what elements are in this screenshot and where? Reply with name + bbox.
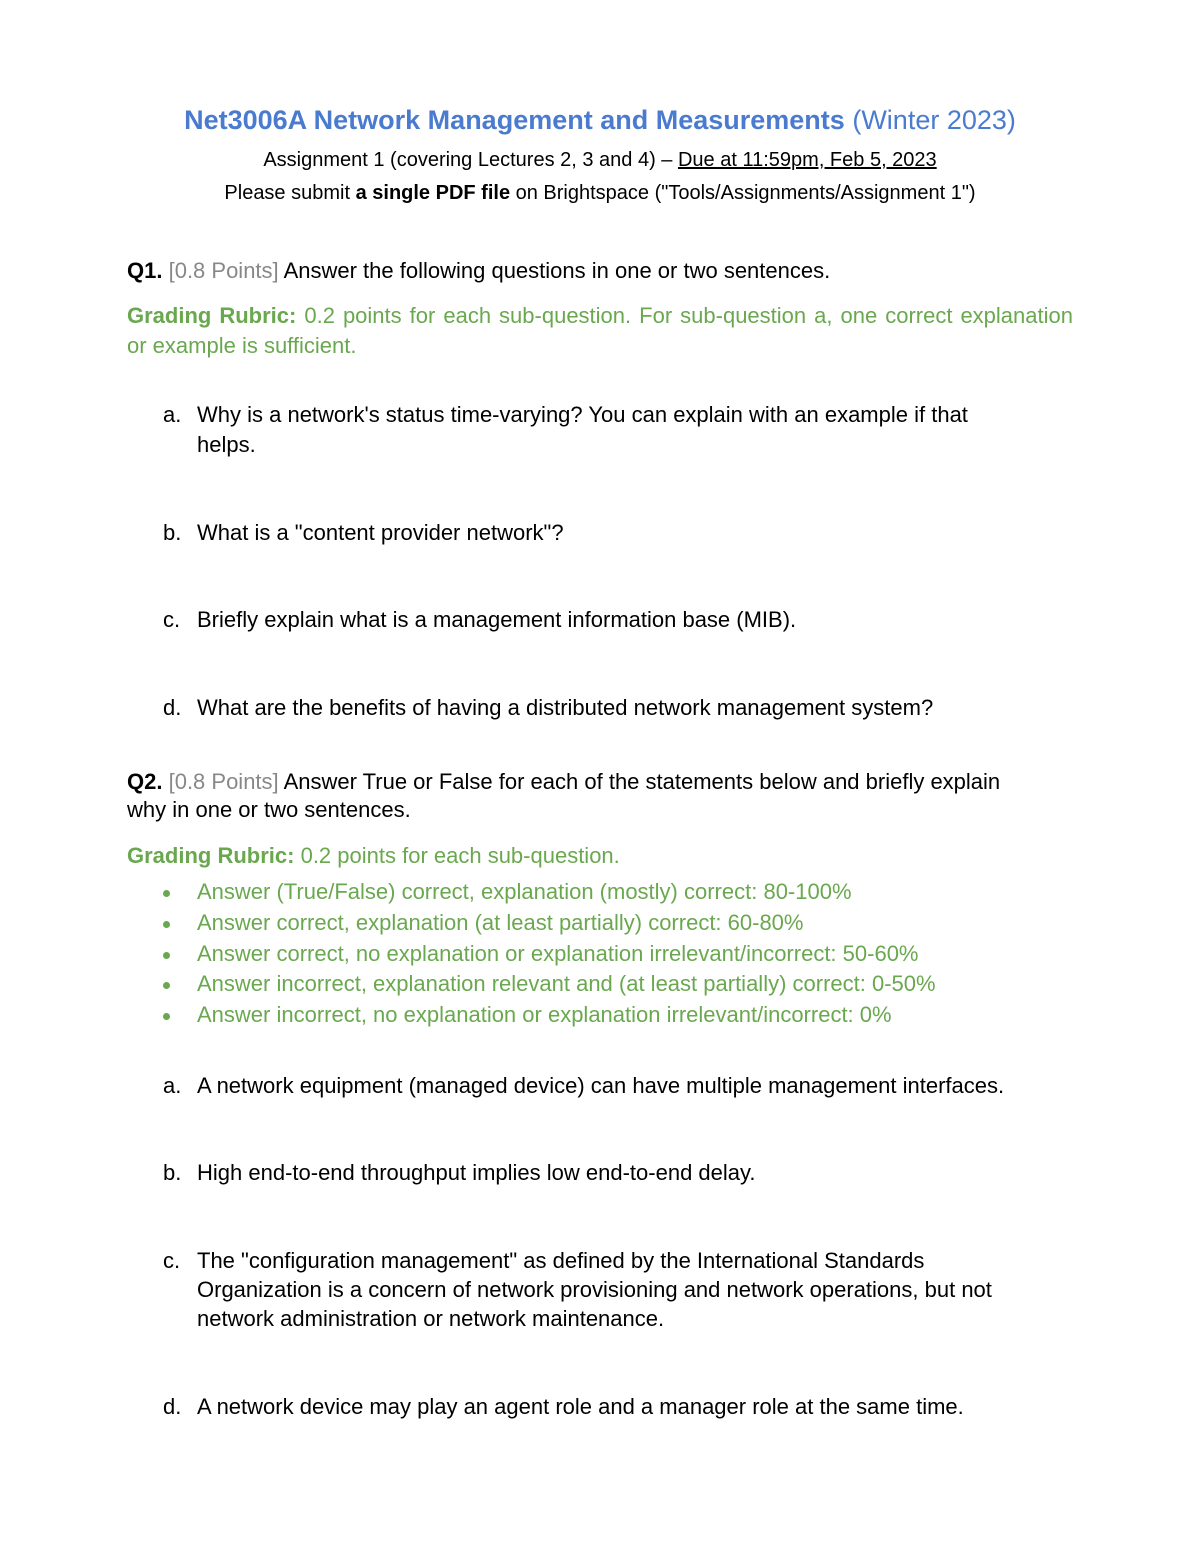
term: (Winter 2023) [852,105,1016,135]
q2-item-d-text: A network device may play an agent role and a manager role at the same time. [197,1394,964,1419]
q2-item-c-line2: Organization is a concern of network provisioning and network operations, but not [197,1277,992,1302]
due-date: Due at 11:59pm, Feb 5, 2023 [677,149,937,171]
q1-label: Q1. [127,258,163,283]
q1-item-b-letter: b. [163,520,182,545]
q2-item-b-letter: b. [163,1160,182,1185]
submit-prefix: Please submit [224,182,356,204]
q2-rubric-label: Grading Rubric: [127,843,295,868]
submit-format: a single PDF file [355,182,511,204]
bullet-dot [163,910,177,933]
q1-rubric-text: 0.2 points for each sub-question. For sub-question a, one correct explanation or example is sufficient. [127,303,1073,358]
q2-prompt-line2: why in one or two sentences. [127,797,411,822]
q2-heading [127,769,1000,795]
q1-item-b-text: What is a "content provider network"? [197,520,564,545]
q1-rubric-label: Grading Rubric: [127,303,297,328]
q2-item-d-letter: d. [163,1394,182,1419]
q1-heading [127,258,830,284]
q1-item-a-line2: helps. [197,432,256,457]
q2-points: [0.8 Points] [168,769,279,794]
q2-rubric [127,843,620,869]
rubric-bullet: Answer incorrect, explanation relevant and (at least partially) correct: 0-50% [197,971,936,996]
q1-item-c-letter: c. [163,607,181,632]
q2-item-b-text: High end-to-end throughput implies low end-to-end delay. [197,1160,756,1185]
page-title [0,105,1200,136]
rubric-bullet: Answer (True/False) correct, explanation (mostly) correct: 80-100% [197,879,852,904]
q1-prompt: Answer the following questions in one or two sentences. [283,258,831,283]
q2-item-c-line1: The "configuration management" as defined by the International Standards [197,1248,925,1273]
bullet-dot [163,1002,177,1025]
assignment-line [0,149,1200,172]
bullet-dot [163,971,177,994]
rubric-bullet: Answer correct, explanation (at least partially) correct: 60-80% [197,910,804,935]
submit-instructions [0,182,1200,205]
q2-label: Q2. [127,769,163,794]
assignment-prefix: Assignment 1 (covering Lectures 2, 3 and 4) – [263,149,678,171]
q1-points: [0.8 Points] [168,258,279,283]
q1-item-c-text: Briefly explain what is a management information base (MIB). [197,607,797,632]
q2-item-c-line3: network administration or network maintenance. [197,1306,665,1331]
course-title: Net3006A Network Management and Measurements [184,105,845,135]
q2-item-a-letter: a. [163,1073,182,1098]
rubric-bullet: Answer correct, no explanation or explanation irrelevant/incorrect: 50-60% [197,941,919,966]
bullet-dot [163,941,177,964]
rubric-bullet: Answer incorrect, no explanation or explanation irrelevant/incorrect: 0% [197,1002,892,1027]
submit-suffix: on Brightspace ("Tools/Assignments/Assignment 1") [510,182,976,204]
q1-item-a-line1: Why is a network's status time-varying? You can explain with an example if that [197,402,968,427]
q2-prompt-line1: Answer True or False for each of the statements below and briefly explain [283,769,1001,794]
q2-item-a-text: A network equipment (managed device) can have multiple management interfaces. [197,1073,1005,1098]
q2-item-c-letter: c. [163,1248,181,1273]
q1-item-d-letter: d. [163,695,182,720]
q2-rubric-text: 0.2 points for each sub-question. [300,843,620,868]
bullet-dot [163,879,177,902]
q1-item-d-text: What are the benefits of having a distributed network management system? [197,695,934,720]
q1-item-a-letter: a. [163,402,182,427]
q1-rubric [127,301,1073,361]
